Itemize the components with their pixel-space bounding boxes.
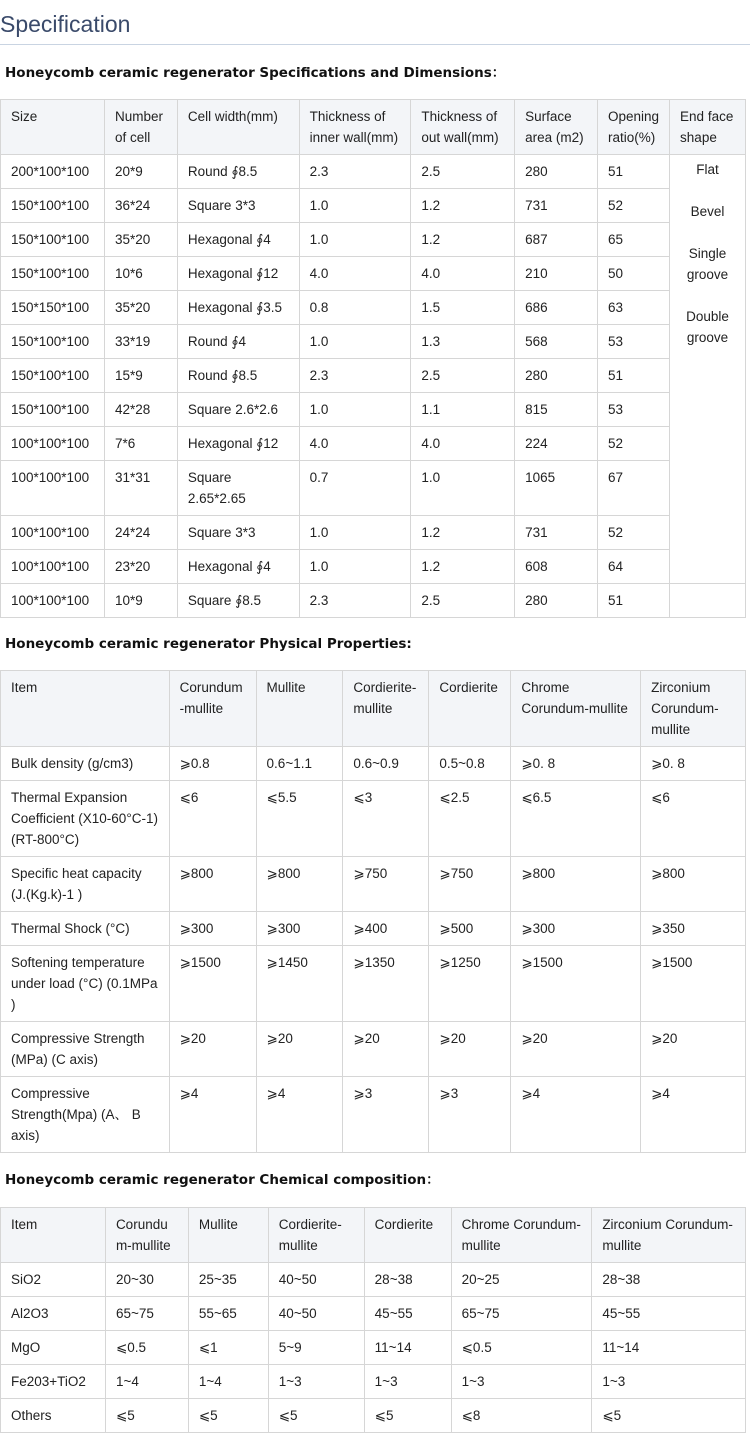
table-cell: Round ∮8.5 bbox=[177, 359, 299, 393]
table-cell: ⩽5 bbox=[592, 1399, 746, 1433]
table-row bbox=[1, 550, 746, 584]
table-cell: ⩾1500 bbox=[641, 946, 746, 1022]
table-row bbox=[1, 325, 746, 359]
column-header: Opening ratio(%) bbox=[598, 100, 670, 155]
table-cell: 42*28 bbox=[104, 393, 177, 427]
table-cell: Round ∮8.5 bbox=[177, 155, 299, 189]
table-cell: 1~3 bbox=[364, 1365, 451, 1399]
table-cell: 0.5~0.8 bbox=[429, 747, 511, 781]
chemical-heading: Honeycomb ceramic regenerator Chemical composition： bbox=[5, 1172, 440, 1188]
table-cell: 4.0 bbox=[299, 427, 411, 461]
title-divider bbox=[0, 44, 750, 45]
table-cell: Bulk density (g/cm3) bbox=[1, 747, 170, 781]
end-face-shape: Flat bbox=[696, 162, 719, 177]
table-row bbox=[1, 155, 746, 189]
table-cell: 53 bbox=[598, 393, 670, 427]
table-cell: ⩾1500 bbox=[169, 946, 256, 1022]
table-cell: ⩾20 bbox=[511, 1022, 641, 1077]
end-face-shape: Single groove bbox=[686, 246, 729, 282]
column-header: Zirconium Corundum-mullite bbox=[592, 1208, 746, 1263]
table-cell: 1~3 bbox=[451, 1365, 592, 1399]
table-cell: 150*100*100 bbox=[1, 393, 105, 427]
table-cell: Compressive Strength (MPa) (C axis) bbox=[1, 1022, 170, 1077]
table-cell: 7*6 bbox=[104, 427, 177, 461]
table-row bbox=[1, 223, 746, 257]
table-cell: Compressive Strength(Mpa) (A、 B axis) bbox=[1, 1077, 170, 1153]
table-cell: 51 bbox=[598, 359, 670, 393]
table-row bbox=[1, 1331, 746, 1365]
table-cell: 224 bbox=[515, 427, 598, 461]
table-cell: ⩾800 bbox=[511, 857, 641, 912]
table-row bbox=[1, 946, 746, 1022]
table-cell: ⩽5 bbox=[364, 1399, 451, 1433]
table-cell: 100*100*100 bbox=[1, 550, 105, 584]
table-cell: ⩾800 bbox=[641, 857, 746, 912]
table-cell: 36*24 bbox=[104, 189, 177, 223]
table-cell: ⩾400 bbox=[343, 912, 429, 946]
table-cell: 2.3 bbox=[299, 584, 411, 618]
table-row bbox=[1, 393, 746, 427]
table-cell: 100*100*100 bbox=[1, 461, 105, 516]
table-row bbox=[1, 747, 746, 781]
table-row bbox=[1, 584, 746, 618]
table-cell: 52 bbox=[598, 516, 670, 550]
table-row bbox=[1, 1365, 746, 1399]
physical-table bbox=[0, 670, 746, 1153]
table-cell: ⩽3 bbox=[343, 781, 429, 857]
table-cell: 4.0 bbox=[299, 257, 411, 291]
table-cell: 731 bbox=[515, 189, 598, 223]
table-cell: 2.5 bbox=[411, 359, 515, 393]
table-cell: Round ∮4 bbox=[177, 325, 299, 359]
table-cell: ⩽5 bbox=[188, 1399, 268, 1433]
table-cell: ⩾4 bbox=[256, 1077, 343, 1153]
table-cell: 0.8 bbox=[299, 291, 411, 325]
table-cell: 52 bbox=[598, 189, 670, 223]
table-cell: 1.0 bbox=[299, 189, 411, 223]
table-cell: 24*24 bbox=[104, 516, 177, 550]
table-cell: Fe203+TiO2 bbox=[1, 1365, 106, 1399]
table-cell: Hexagonal ∮4 bbox=[177, 223, 299, 257]
table-cell: 150*150*100 bbox=[1, 291, 105, 325]
table-cell: 4.0 bbox=[411, 257, 515, 291]
column-header: Chrome Corundum-mullite bbox=[511, 671, 641, 747]
table-cell: 1065 bbox=[515, 461, 598, 516]
table-cell: 608 bbox=[515, 550, 598, 584]
table-cell: ⩾300 bbox=[169, 912, 256, 946]
table-cell: 687 bbox=[515, 223, 598, 257]
column-header: Mullite bbox=[256, 671, 343, 747]
column-header: Item bbox=[1, 1208, 106, 1263]
end-face-shapes-cell bbox=[670, 155, 746, 584]
table-cell: 63 bbox=[598, 291, 670, 325]
table-cell: 52 bbox=[598, 427, 670, 461]
table-cell: 100*100*100 bbox=[1, 584, 105, 618]
table-row bbox=[1, 516, 746, 550]
table-cell: ⩾800 bbox=[169, 857, 256, 912]
table-cell: 731 bbox=[515, 516, 598, 550]
table-cell: Al2O3 bbox=[1, 1297, 106, 1331]
column-header: Number of cell bbox=[104, 100, 177, 155]
table-cell: 35*20 bbox=[104, 291, 177, 325]
chemical-table bbox=[0, 1207, 746, 1433]
table-cell: ⩾1450 bbox=[256, 946, 343, 1022]
table-cell: 67 bbox=[598, 461, 670, 516]
column-header: Cordierite-mullite bbox=[268, 1208, 364, 1263]
table-cell: 15*9 bbox=[104, 359, 177, 393]
table-cell: 1.0 bbox=[299, 325, 411, 359]
table-header-row bbox=[1, 100, 746, 155]
table-cell: 1.5 bbox=[411, 291, 515, 325]
table-cell: ⩾3 bbox=[429, 1077, 511, 1153]
table-cell: 35*20 bbox=[104, 223, 177, 257]
table-cell: 1.0 bbox=[299, 223, 411, 257]
table-row bbox=[1, 912, 746, 946]
table-cell: 1~4 bbox=[105, 1365, 188, 1399]
table-cell: 33*19 bbox=[104, 325, 177, 359]
table-row bbox=[1, 427, 746, 461]
table-cell: 2.5 bbox=[411, 584, 515, 618]
table-cell: Others bbox=[1, 1399, 106, 1433]
table-cell: 210 bbox=[515, 257, 598, 291]
table-cell: 5~9 bbox=[268, 1331, 364, 1365]
table-cell: ⩾300 bbox=[256, 912, 343, 946]
physical-heading: Honeycomb ceramic regenerator Physical Properties: bbox=[5, 636, 412, 652]
table-cell: ⩽6 bbox=[641, 781, 746, 857]
table-cell: 31*31 bbox=[104, 461, 177, 516]
table-cell: 55~65 bbox=[188, 1297, 268, 1331]
table-row bbox=[1, 1022, 746, 1077]
table-cell: 50 bbox=[598, 257, 670, 291]
table-cell: ⩽0.5 bbox=[105, 1331, 188, 1365]
table-cell: 65 bbox=[598, 223, 670, 257]
table-cell: ⩾20 bbox=[343, 1022, 429, 1077]
table-header-row bbox=[1, 671, 746, 747]
column-header: Mullite bbox=[188, 1208, 268, 1263]
column-header: Thickness of inner wall(mm) bbox=[299, 100, 411, 155]
table-cell: 150*100*100 bbox=[1, 257, 105, 291]
table-cell: ⩽6.5 bbox=[511, 781, 641, 857]
table-cell: 2.3 bbox=[299, 359, 411, 393]
table-cell: 1~3 bbox=[268, 1365, 364, 1399]
table-cell: 0.6~0.9 bbox=[343, 747, 429, 781]
table-header-row bbox=[1, 1208, 746, 1263]
table-cell: SiO2 bbox=[1, 1263, 106, 1297]
table-cell: 1.0 bbox=[411, 461, 515, 516]
table-cell: 23*20 bbox=[104, 550, 177, 584]
table-cell: 10*9 bbox=[104, 584, 177, 618]
table-cell: 11~14 bbox=[592, 1331, 746, 1365]
column-header: Size bbox=[1, 100, 105, 155]
table-cell: 20*9 bbox=[104, 155, 177, 189]
table-cell: ⩽0.5 bbox=[451, 1331, 592, 1365]
table-cell: 100*100*100 bbox=[1, 516, 105, 550]
table-cell: ⩾0.8 bbox=[169, 747, 256, 781]
table-cell: ⩾20 bbox=[169, 1022, 256, 1077]
table-cell-empty bbox=[670, 584, 746, 618]
table-cell: 686 bbox=[515, 291, 598, 325]
table-cell: ⩽8 bbox=[451, 1399, 592, 1433]
table-cell: 51 bbox=[598, 155, 670, 189]
table-cell: Hexagonal ∮3.5 bbox=[177, 291, 299, 325]
table-cell: ⩾750 bbox=[429, 857, 511, 912]
table-cell: 150*100*100 bbox=[1, 325, 105, 359]
table-cell: ⩾3 bbox=[343, 1077, 429, 1153]
table-cell: 1.2 bbox=[411, 223, 515, 257]
column-header: Cordierite bbox=[364, 1208, 451, 1263]
table-cell: ⩾4 bbox=[641, 1077, 746, 1153]
table-cell: 1.2 bbox=[411, 516, 515, 550]
specs-table bbox=[0, 99, 746, 618]
table-row bbox=[1, 257, 746, 291]
table-cell: ⩾500 bbox=[429, 912, 511, 946]
column-header: Surface area (m2) bbox=[515, 100, 598, 155]
table-cell: ⩾4 bbox=[511, 1077, 641, 1153]
table-row bbox=[1, 291, 746, 325]
table-cell: 28~38 bbox=[592, 1263, 746, 1297]
table-cell: Hexagonal ∮12 bbox=[177, 427, 299, 461]
table-cell: 0.7 bbox=[299, 461, 411, 516]
table-cell: Square 2.65*2.65 bbox=[177, 461, 299, 516]
table-cell: 1.2 bbox=[411, 550, 515, 584]
column-header: Corundum -mullite bbox=[169, 671, 256, 747]
table-cell: ⩾20 bbox=[256, 1022, 343, 1077]
table-cell: 280 bbox=[515, 584, 598, 618]
table-cell: ⩽5 bbox=[105, 1399, 188, 1433]
table-cell: ⩾4 bbox=[169, 1077, 256, 1153]
table-cell: 4.0 bbox=[411, 427, 515, 461]
table-cell: 150*100*100 bbox=[1, 223, 105, 257]
table-cell: 20~25 bbox=[451, 1263, 592, 1297]
table-cell: Specific heat capacity (J.(Kg.k)-1 ) bbox=[1, 857, 170, 912]
table-cell: 1.1 bbox=[411, 393, 515, 427]
table-cell: Hexagonal ∮12 bbox=[177, 257, 299, 291]
table-cell: 1~3 bbox=[592, 1365, 746, 1399]
table-cell: ⩽5.5 bbox=[256, 781, 343, 857]
table-cell: 2.3 bbox=[299, 155, 411, 189]
table-cell: 28~38 bbox=[364, 1263, 451, 1297]
table-cell: 0.6~1.1 bbox=[256, 747, 343, 781]
table-cell: Square 3*3 bbox=[177, 516, 299, 550]
table-cell: ⩾1350 bbox=[343, 946, 429, 1022]
table-cell: ⩾350 bbox=[641, 912, 746, 946]
table-cell: 20~30 bbox=[105, 1263, 188, 1297]
table-cell: 64 bbox=[598, 550, 670, 584]
column-header: Cordierite bbox=[429, 671, 511, 747]
table-cell: 1.0 bbox=[299, 393, 411, 427]
table-cell: 45~55 bbox=[592, 1297, 746, 1331]
table-row bbox=[1, 781, 746, 857]
column-header: End face shape bbox=[670, 100, 746, 155]
table-cell: 280 bbox=[515, 359, 598, 393]
column-header: Corundu m-mullite bbox=[105, 1208, 188, 1263]
table-row bbox=[1, 1263, 746, 1297]
page-title: Specification bbox=[0, 11, 131, 37]
table-cell: Square 3*3 bbox=[177, 189, 299, 223]
table-cell: ⩾1250 bbox=[429, 946, 511, 1022]
table-cell: ⩾20 bbox=[429, 1022, 511, 1077]
table-row bbox=[1, 1399, 746, 1433]
table-cell: ⩽6 bbox=[169, 781, 256, 857]
column-header: Chrome Corundum-mullite bbox=[451, 1208, 592, 1263]
table-cell: 1.0 bbox=[299, 550, 411, 584]
table-cell: ⩾20 bbox=[641, 1022, 746, 1077]
table-cell: 815 bbox=[515, 393, 598, 427]
table-cell: 1.0 bbox=[299, 516, 411, 550]
table-cell: ⩾300 bbox=[511, 912, 641, 946]
table-row bbox=[1, 1077, 746, 1153]
table-cell: 150*100*100 bbox=[1, 359, 105, 393]
table-cell: 65~75 bbox=[105, 1297, 188, 1331]
table-cell: 53 bbox=[598, 325, 670, 359]
table-cell: 1~4 bbox=[188, 1365, 268, 1399]
table-cell: ⩾0. 8 bbox=[511, 747, 641, 781]
table-cell: 200*100*100 bbox=[1, 155, 105, 189]
table-row bbox=[1, 189, 746, 223]
table-cell: 65~75 bbox=[451, 1297, 592, 1331]
table-cell: ⩽2.5 bbox=[429, 781, 511, 857]
column-header: Cordierite-mullite bbox=[343, 671, 429, 747]
table-cell: 40~50 bbox=[268, 1297, 364, 1331]
table-row bbox=[1, 359, 746, 393]
table-row bbox=[1, 461, 746, 516]
table-cell: 100*100*100 bbox=[1, 427, 105, 461]
table-cell: 1.3 bbox=[411, 325, 515, 359]
end-face-shape: Bevel bbox=[690, 204, 725, 219]
table-cell: 568 bbox=[515, 325, 598, 359]
table-cell: 45~55 bbox=[364, 1297, 451, 1331]
column-header: Zirconium Corundum-mullite bbox=[641, 671, 746, 747]
table-cell: Hexagonal ∮4 bbox=[177, 550, 299, 584]
table-cell: 51 bbox=[598, 584, 670, 618]
column-header: Cell width(mm) bbox=[177, 100, 299, 155]
table-cell: Softening temperature under load (°C) (0.1MPa ) bbox=[1, 946, 170, 1022]
table-cell: Thermal Expansion Coefficient (X10-60°C-1) (RT-800°C) bbox=[1, 781, 170, 857]
table-cell: Square ∮8.5 bbox=[177, 584, 299, 618]
table-row bbox=[1, 857, 746, 912]
table-cell: 1.2 bbox=[411, 189, 515, 223]
table-cell: 40~50 bbox=[268, 1263, 364, 1297]
column-header: Thickness of out wall(mm) bbox=[411, 100, 515, 155]
table-cell: ⩾800 bbox=[256, 857, 343, 912]
table-cell: 11~14 bbox=[364, 1331, 451, 1365]
table-cell: Square 2.6*2.6 bbox=[177, 393, 299, 427]
table-cell: ⩾750 bbox=[343, 857, 429, 912]
table-cell: ⩽1 bbox=[188, 1331, 268, 1365]
table-cell: ⩾1500 bbox=[511, 946, 641, 1022]
table-cell: 10*6 bbox=[104, 257, 177, 291]
column-header: Item bbox=[1, 671, 170, 747]
end-face-shape: Double groove bbox=[686, 309, 729, 345]
table-cell: MgO bbox=[1, 1331, 106, 1365]
table-cell: ⩾0. 8 bbox=[641, 747, 746, 781]
table-cell: 280 bbox=[515, 155, 598, 189]
table-cell: 2.5 bbox=[411, 155, 515, 189]
table-cell: ⩽5 bbox=[268, 1399, 364, 1433]
table-cell: 25~35 bbox=[188, 1263, 268, 1297]
table-row bbox=[1, 1297, 746, 1331]
specs-heading: Honeycomb ceramic regenerator Specifications and Dimensions： bbox=[5, 65, 506, 81]
table-cell: 150*100*100 bbox=[1, 189, 105, 223]
table-cell: Thermal Shock (°C) bbox=[1, 912, 170, 946]
